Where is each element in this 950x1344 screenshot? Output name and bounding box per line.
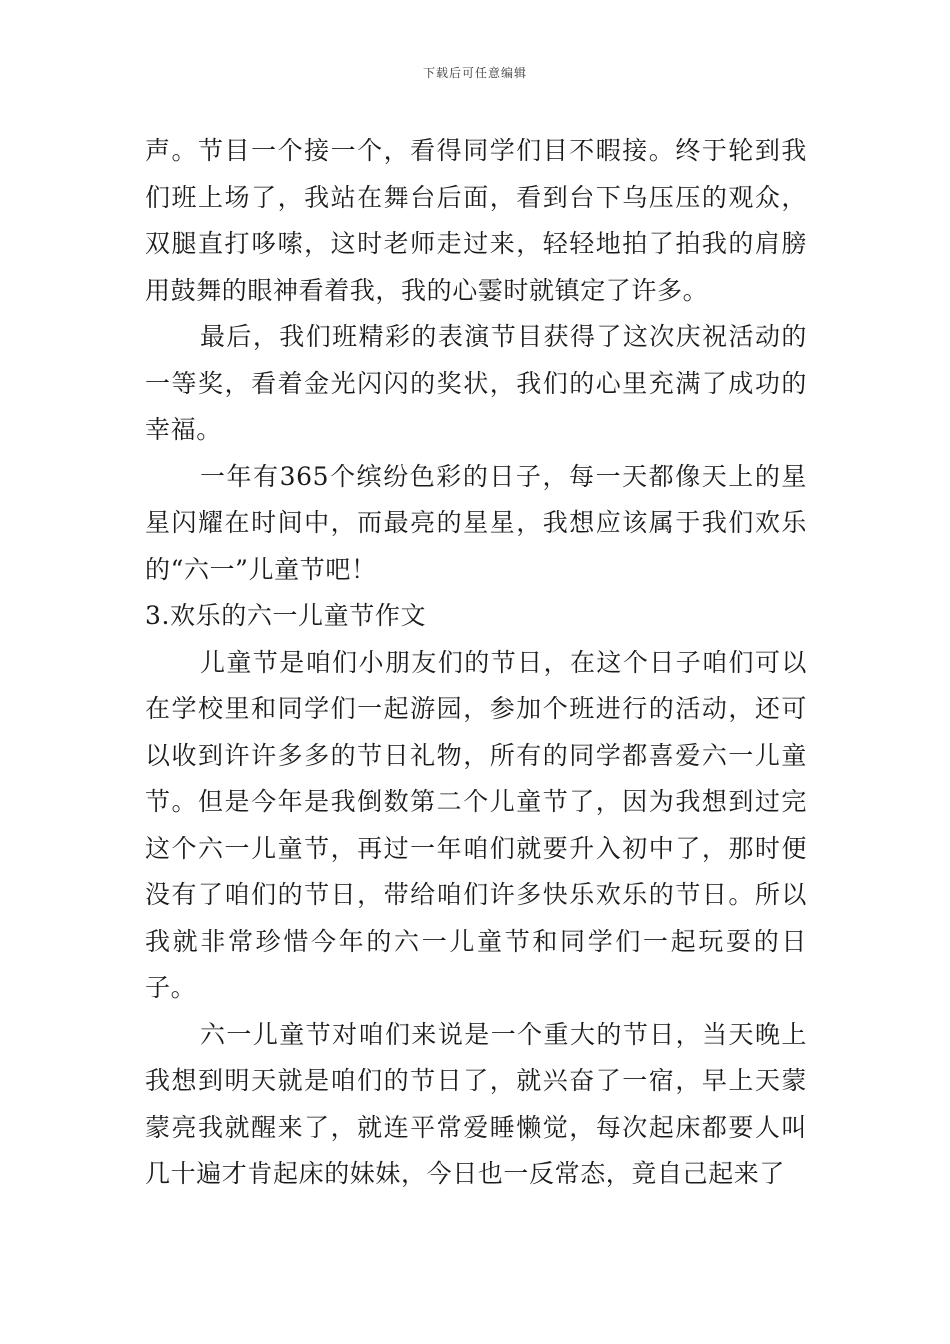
document-body [145,128,807,1198]
page-header-note: 下载后可任意编辑 [422,66,527,80]
paragraph-5: 六一儿童节对咱们来说是一个重大的节日，当天晚上我想到明天就是咱们的节日了，就兴奋了一宿，早上天蒙蒙亮我就醒来了，就连平常爱睡懒觉，每次起床都要人叫几十遍才肯起床的妹妹，今日也一反常态，竟自己起来了 [145,1019,807,1188]
paragraph-3: 一年有365个缤纷色彩的日子，每一天都像天上的星星闪耀在时间中，而最亮的星星，我想应该属于我们欢乐的“六一”儿童节吧！ [145,461,807,584]
paragraph-1: 声。节目一个接一个，看得同学们目不暇接。终于轮到我们班上场了，我站在舞台后面，看到台下乌压压的观众，双腿直打哆嗦，这时老师走过来，轻轻地拍了拍我的肩膀用鼓舞的眼神看着我，我的心霎时就镇定了许多。 [145,136,807,305]
section-heading: 3.欢乐的六一儿童节作文 [145,601,427,630]
paragraph-4: 儿童节是咱们小朋友们的节日，在这个日子咱们可以在学校里和同学们一起游园，参加个班进行的活动，还可以收到许许多多的节日礼物，所有的同学都喜爱六一儿童节。但是今年是我倒数第二个儿童节了，因为我想到过完这个六一儿童节，再过一年咱们就要升入初中了，那时便没有了咱们的节日，带给咱们许多快乐欢乐的节日。所以我就非常珍惜今年的六一儿童节和同学们一起玩耍的日子。 [145,647,807,1002]
paragraph-2: 最后，我们班精彩的表演节目获得了这次庆祝活动的一等奖，看着金光闪闪的奖状，我们的心里充满了成功的幸福。 [145,322,807,444]
